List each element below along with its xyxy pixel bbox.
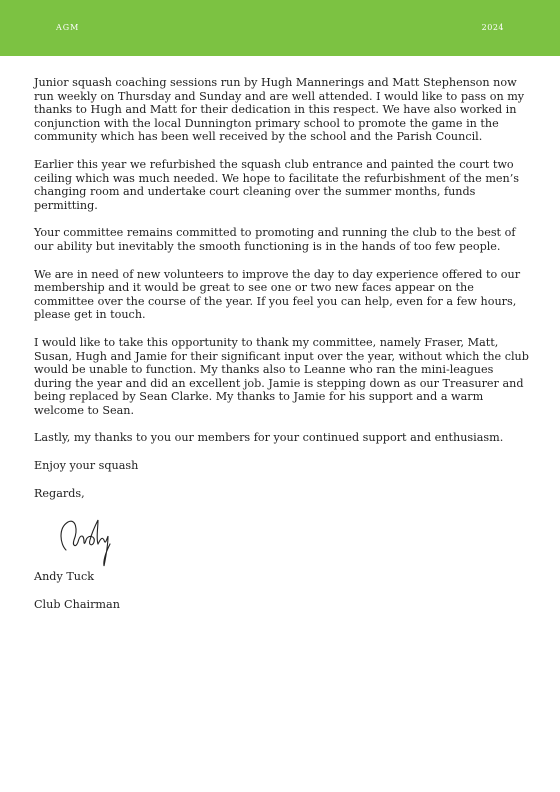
paragraph-regards: Regards, bbox=[34, 486, 85, 500]
signatory-title: Club Chairman bbox=[34, 597, 120, 611]
signatory-name: Andy Tuck bbox=[34, 570, 95, 584]
paragraph-refurbishment: Earlier this year we refurbished the squash club entrance and painted the court two ceiling which was much needed. We hope to facilitate the refurbishment of the men’s changing room and undertake court cleaning over the summer months, funds permitting. bbox=[34, 157, 520, 212]
handwritten-signature bbox=[52, 514, 152, 570]
paragraph-coaching: Junior squash coaching sessions run by Hugh Mannerings and Matt Stephenson now run weekly on Thursday and Sunday and are well attended. I would like to pass on my thanks to Hugh and Matt for their dedication in this respect. We have also worked in conjunction with the local Dunnington primary school to promote the game in the community which has been well received by the school and the Parish Council. bbox=[34, 76, 525, 144]
paragraph-volunteers: We are in need of new volunteers to improve the day to day experience offered to our membership and it would be great to see one or two new faces appear on the committee over the course of the year. If you feel you can help, even for a few hours, please get in touch. bbox=[34, 267, 521, 322]
paragraph-thanks-committee: I would like to take this opportunity to thank my committee, namely Fraser, Matt, Susan, Hugh and Jamie for their significant input over the year, without which the club would be unable to function. My thanks also to Leanne who ran the mini-leagues during the year and did an excellent job. Jamie is stepping down as our Treasurer and being replaced by Sean Clarke. My thanks to Jamie for his support and a warm welcome to Sean. bbox=[34, 335, 529, 417]
page-header bbox=[0, 0, 560, 56]
paragraph-enjoy: Enjoy your squash bbox=[34, 459, 139, 473]
paragraph-thanks-members: Lastly, my thanks to you our members for your continued support and enthusiasm. bbox=[34, 431, 504, 445]
letter-body bbox=[34, 76, 530, 625]
header-label: AGM bbox=[56, 23, 80, 32]
paragraph-committee: Your committee remains committed to promoting and running the club to the best of our ability but inevitably the smooth functioning is in the hands of too few people. bbox=[34, 226, 516, 253]
header-year: 2024 bbox=[481, 23, 504, 32]
